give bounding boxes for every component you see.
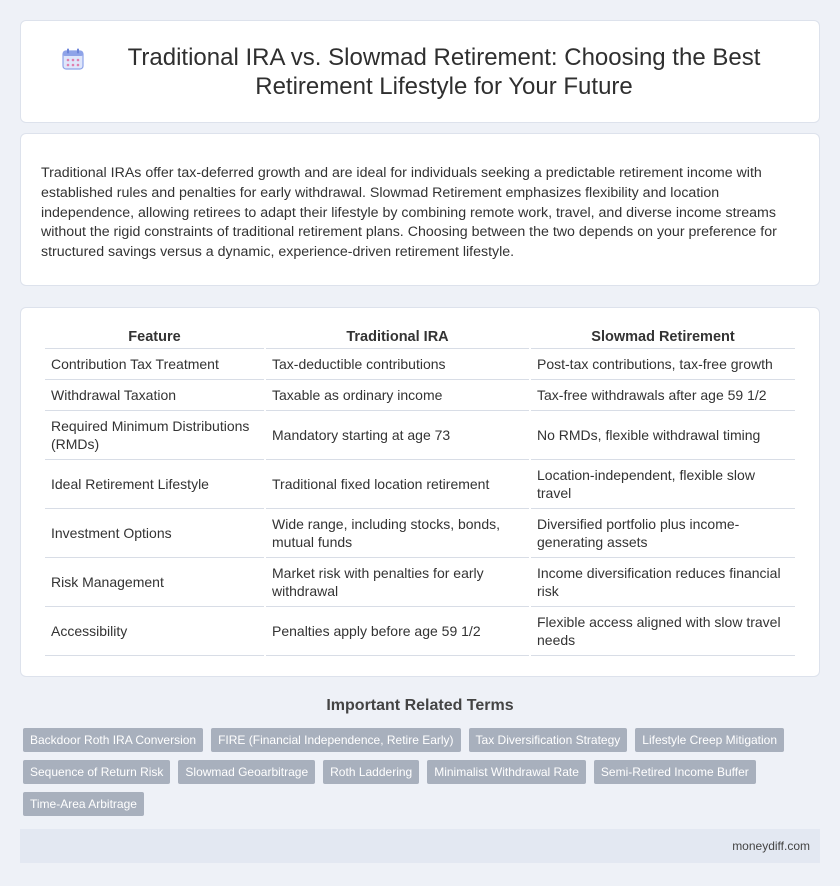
feature-cell: Withdrawal Taxation	[45, 380, 264, 411]
related-term-tag[interactable]: Tax Diversification Strategy	[469, 728, 628, 752]
table-row	[45, 411, 795, 460]
feature-cell: Risk Management	[45, 558, 264, 607]
traditional-ira-cell: Wide range, including stocks, bonds, mutual funds	[266, 509, 529, 558]
footer	[20, 829, 820, 863]
table-row	[45, 607, 795, 656]
traditional-ira-cell: Traditional fixed location retirement	[266, 460, 529, 509]
table-row	[45, 558, 795, 607]
table-row	[45, 509, 795, 558]
slowmad-cell: Post-tax contributions, tax-free growth	[531, 349, 795, 380]
slowmad-cell: Tax-free withdrawals after age 59 1/2	[531, 380, 795, 411]
traditional-ira-cell: Penalties apply before age 59 1/2	[266, 607, 529, 656]
feature-cell: Ideal Retirement Lifestyle	[45, 460, 264, 509]
related-term-tag[interactable]: Lifestyle Creep Mitigation	[635, 728, 784, 752]
related-terms-tags	[20, 728, 820, 824]
traditional-ira-cell: Mandatory starting at age 73	[266, 411, 529, 460]
slowmad-cell: Flexible access aligned with slow travel needs	[531, 607, 795, 656]
slowmad-cell: Income diversification reduces financial risk	[531, 558, 795, 607]
related-term-tag[interactable]: FIRE (Financial Independence, Retire Early)	[211, 728, 460, 752]
related-term-tag[interactable]: Backdoor Roth IRA Conversion	[23, 728, 203, 752]
intro-text: Traditional IRAs offer tax-deferred growth and are ideal for individuals seeking a predictable retirement income with established rules and penalties for early withdrawal. Slowmad Retirement emphasizes flexibility and location independence, allowing retirees to adapt their lifestyle by combining remote work, travel, and diverse income streams without the rigid constraints of traditional retirement plans. Choosing between the two depends on your preference for structured savings versus a dynamic, experience-driven retirement lifestyle.	[41, 165, 777, 261]
slowmad-cell: Location-independent, flexible slow travel	[531, 460, 795, 509]
traditional-ira-cell: Market risk with penalties for early withdrawal	[266, 558, 529, 607]
related-term-tag[interactable]: Sequence of Return Risk	[23, 760, 170, 784]
related-terms-section	[20, 697, 820, 824]
page-title: Traditional IRA vs. Slowmad Retirement: Choosing the Best Retirement Lifestyle for Your Future	[127, 43, 761, 100]
comparison-table-card	[20, 307, 820, 677]
footer-site-name: moneydiff.com	[732, 838, 810, 853]
table-row	[45, 349, 795, 380]
related-term-tag[interactable]: Minimalist Withdrawal Rate	[427, 760, 586, 784]
traditional-ira-cell: Taxable as ordinary income	[266, 380, 529, 411]
table-row	[45, 380, 795, 411]
slowmad-cell: No RMDs, flexible withdrawal timing	[531, 411, 795, 460]
title-row	[61, 43, 779, 101]
column-header-traditional-ira: Traditional IRA	[266, 324, 529, 349]
feature-cell: Required Minimum Distributions (RMDs)	[45, 411, 264, 460]
slowmad-cell: Diversified portfolio plus income-generating assets	[531, 509, 795, 558]
column-header-slowmad-retirement: Slowmad Retirement	[531, 324, 795, 349]
table-row	[45, 460, 795, 509]
column-header-feature: Feature	[45, 324, 264, 349]
comparison-table	[43, 324, 797, 656]
related-terms-title: Important Related Terms	[326, 696, 514, 714]
related-term-tag[interactable]: Time-Area Arbitrage	[23, 792, 144, 816]
intro-card	[20, 133, 820, 286]
table-header-row	[45, 324, 795, 349]
related-term-tag[interactable]: Semi-Retired Income Buffer	[594, 760, 756, 784]
traditional-ira-cell: Tax-deductible contributions	[266, 349, 529, 380]
related-term-tag[interactable]: Roth Laddering	[323, 760, 419, 784]
feature-cell: Investment Options	[45, 509, 264, 558]
calendar-icon	[61, 47, 85, 71]
feature-cell: Accessibility	[45, 607, 264, 656]
feature-cell: Contribution Tax Treatment	[45, 349, 264, 380]
related-term-tag[interactable]: Slowmad Geoarbitrage	[178, 760, 315, 784]
title-card	[20, 20, 820, 123]
